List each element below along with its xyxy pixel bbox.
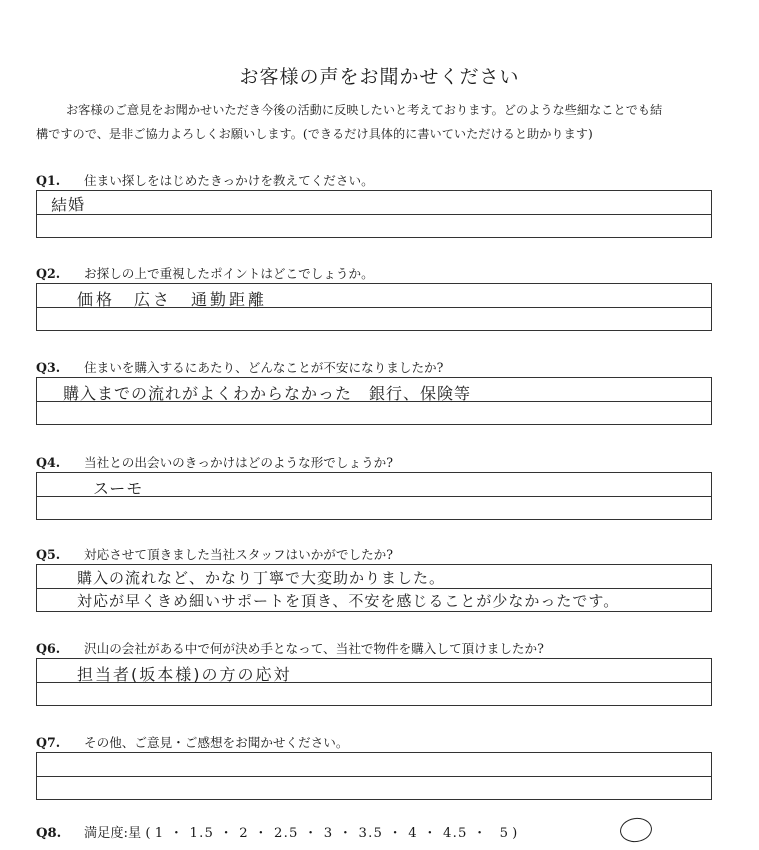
rating-scale: 1 ・ 1.5 ・ 2 ・ 2.5 ・ 3 ・ 3.5 ・ 4 ・ 4.5 ・ xyxy=(154,826,488,841)
question-3 xyxy=(36,359,726,403)
question-7 xyxy=(36,734,726,752)
answer-handwriting-line-1: 結婚 xyxy=(50,194,86,215)
question-number: Q8. xyxy=(36,826,62,841)
page-title: お客様の声をお聞かせください xyxy=(239,66,520,88)
answer-handwriting-line-1: 購入の流れなど、かなり丁寧で大変助かりました。 xyxy=(77,569,446,587)
rating-selected-value: 5 xyxy=(499,826,508,841)
question-text: 当社との出会いのきっかけはどのような形でしょうか? xyxy=(84,455,394,470)
question-text: お探しの上で重視したポイントはどこでしょうか。 xyxy=(84,266,374,281)
question-text: その他、ご意見・ご感想をお聞かせください。 xyxy=(84,735,349,750)
question-number: Q3. xyxy=(36,360,61,375)
question-text: 住まい探しをはじめたきっかけを教えてください。 xyxy=(84,173,374,188)
question-2 xyxy=(36,265,726,309)
answer-handwriting-line-1: 価格 広さ 通勤距離 xyxy=(77,290,268,309)
question-1 xyxy=(36,172,726,215)
answer-box xyxy=(36,658,712,706)
answer-handwriting-line-1: 購入までの流れがよくわからなかった 銀行、保険等 xyxy=(63,384,472,403)
rating-label: 満足度:星 ( xyxy=(84,826,151,841)
question-number: Q2. xyxy=(36,266,61,281)
selected-rating-circle xyxy=(618,816,653,844)
question-text: 対応させて頂きました当社スタッフはいかがでしたか? xyxy=(84,547,394,562)
question-text: 住まいを購入するにあたり、どんなことが不安になりましたか? xyxy=(84,360,444,375)
question-number: Q7. xyxy=(36,735,61,750)
answer-box xyxy=(36,752,712,800)
rating-close: ) xyxy=(512,826,518,841)
answer-handwriting-line-1: スーモ xyxy=(93,479,144,498)
intro-line-2: 構ですので、是非ご協力よろしくお願いします。(できるだけ具体的に書いていただけると助かります) xyxy=(36,127,593,141)
answer-box xyxy=(36,472,712,520)
satisfaction-rating xyxy=(36,822,517,841)
question-5 xyxy=(36,546,726,610)
answer-box xyxy=(36,564,712,612)
answer-box xyxy=(36,190,712,238)
question-4 xyxy=(36,454,726,498)
question-6 xyxy=(36,640,726,684)
answer-handwriting-line-2: 対応が早くきめ細いサポートを頂き、不安を感じることが少なかったです。 xyxy=(77,592,620,610)
question-number: Q1. xyxy=(36,173,61,188)
question-number: Q5. xyxy=(36,547,61,562)
intro-text xyxy=(36,98,726,146)
question-text: 沢山の会社がある中で何が決め手となって、当社で物件を購入して頂けましたか? xyxy=(84,641,544,656)
question-number: Q4. xyxy=(36,455,61,470)
answer-box xyxy=(36,377,712,425)
answer-box xyxy=(36,283,712,331)
answer-handwriting-line-1: 担当者(坂本様)の方の応対 xyxy=(77,665,292,684)
question-number: Q6. xyxy=(36,641,61,656)
intro-line-1: お客様のご意見をお聞かせいただき今後の活動に反映したいと考えております。どのような些細なことでも結 xyxy=(66,103,663,117)
